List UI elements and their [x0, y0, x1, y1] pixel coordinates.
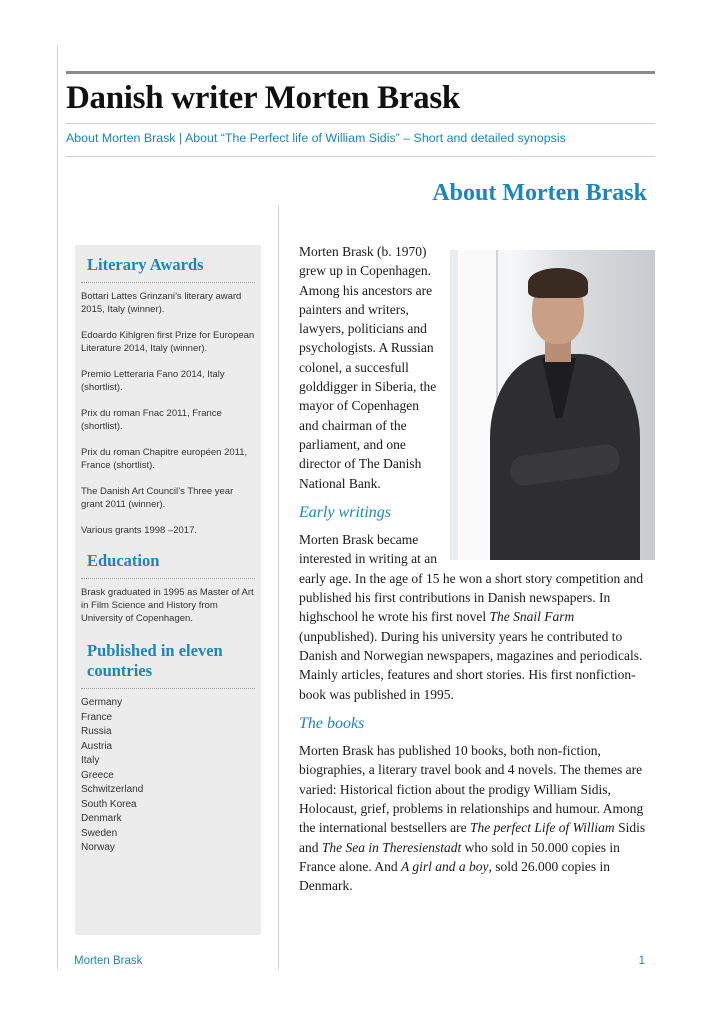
heading-the-books: The books: [299, 714, 365, 732]
main-article: [299, 242, 655, 896]
nav-link-about-morten-brask[interactable]: About Morten Brask: [66, 131, 176, 145]
award-item: The Danish Art Council’s Three year grant 2011 (winner).: [81, 486, 234, 510]
country-item: Germany: [81, 697, 123, 708]
country-item: Norway: [81, 842, 115, 853]
nav-separator: |: [175, 131, 185, 145]
sidebar: [75, 245, 261, 935]
sidebar-heading-countries: [81, 641, 255, 681]
books-italic-title-1: The perfect Life of William: [469, 820, 615, 836]
section-title: About Morten Brask: [432, 180, 647, 206]
award-item: Bottari Lattes Grinzani’s literary award 2015, Italy (winner).: [81, 291, 242, 315]
award-item: Various grants 1998 –2017.: [81, 525, 198, 536]
country-item: Denmark: [81, 813, 122, 824]
footer-page-number: 1: [638, 955, 645, 967]
top-navigation: [66, 131, 566, 145]
award-item: Prix du roman Chapitre européen 2011, France (shortlist).: [81, 447, 248, 471]
countries-heading-line1: Published in eleven: [87, 641, 223, 660]
award-item: Edoardo Kihlgren first Prize for European Literature 2014, Italy (winner).: [81, 330, 255, 354]
title-rule: [66, 123, 655, 124]
awards-list: [81, 290, 255, 537]
country-item: Russia: [81, 726, 112, 737]
education-text: Brask graduated in 1995 as Master of Art in Film Science and History from University of Copenhagen.: [81, 587, 254, 624]
sidebar-heading-education: Education: [87, 551, 160, 570]
intro-paragraph: Morten Brask (b. 1970) grew up in Copenhagen. Among his ancestors are painters and writers, lawyers, politicians and psychologists. A Russian colonel, a succesfull golddigger in Siberia, the mayor of Copenhagen and chairman of the parliament, and one director of The Danish National Bank.: [299, 244, 437, 491]
country-item: Schwitzerland: [81, 784, 144, 795]
books-text-3: who sold in 50.000 copies in France alone. And: [299, 839, 620, 874]
author-photo: [450, 250, 655, 560]
books-text-1: Morten Brask has published 10 books, both non-fiction, biographies, a literary travel book and 4 novels. The themes are varied: Historical fiction about the prodigy William Sidis, Holocaust, grief, problems in relationships and humour. Among the international bestsellers are: [299, 743, 644, 836]
country-item: Greece: [81, 769, 114, 781]
early-italic-title: The Snail Farm: [489, 609, 575, 625]
books-text-4: , sold 26.000 copies in Denmark.: [299, 858, 610, 894]
dotted-divider: [81, 282, 255, 283]
dotted-divider: [81, 578, 255, 579]
left-margin-rule: [57, 45, 58, 970]
country-item: France: [81, 711, 113, 723]
sidebar-heading-awards: Literary Awards: [87, 255, 204, 274]
page-title: Danish writer Morten Brask: [66, 80, 460, 116]
country-item: South Korea: [81, 798, 137, 810]
award-item: Prix du roman Fnac 2011, France (shortlist).: [81, 408, 222, 432]
books-paragraph: [299, 741, 655, 895]
country-item: Italy: [81, 755, 100, 766]
column-divider-rule: [278, 205, 279, 970]
award-item: Premio Letteraria Fano 2014, Italy (shortlist).: [81, 369, 225, 393]
early-text-1: Morten Brask became interested in writing at an early age. In the age of 15 he won a short story competition and published his first contributions in Danish newspapers. In highschool he wrote his first novel: [299, 532, 644, 625]
books-italic-title-2: The Sea in Theresienstadt: [321, 839, 462, 855]
countries-heading-line2: countries: [87, 661, 153, 680]
country-item: Austria: [81, 740, 113, 752]
books-text-2: Sidis and: [299, 820, 646, 855]
nav-link-perfect-life-synopsis[interactable]: About “The Perfect life of William Sidis” – Short and detailed synopsis: [184, 131, 566, 145]
dotted-divider: [81, 688, 255, 689]
nav-rule: [66, 156, 655, 157]
footer-author: Morten Brask: [74, 955, 143, 967]
photo-hair-shape: [528, 268, 588, 298]
top-bar-rule: [66, 71, 655, 74]
country-item: Sweden: [81, 827, 118, 839]
heading-early-writings: Early writings: [299, 503, 392, 521]
books-italic-title-3: A girl and a boy: [400, 858, 489, 874]
countries-list: [81, 696, 255, 856]
early-text-2: (unpublished). During his university years he contributed to Danish and Norwegian newspapers, magazines and periodicals. Mainly articles, features and short stories. His first nonfiction-book was published in 1995.: [299, 628, 643, 702]
